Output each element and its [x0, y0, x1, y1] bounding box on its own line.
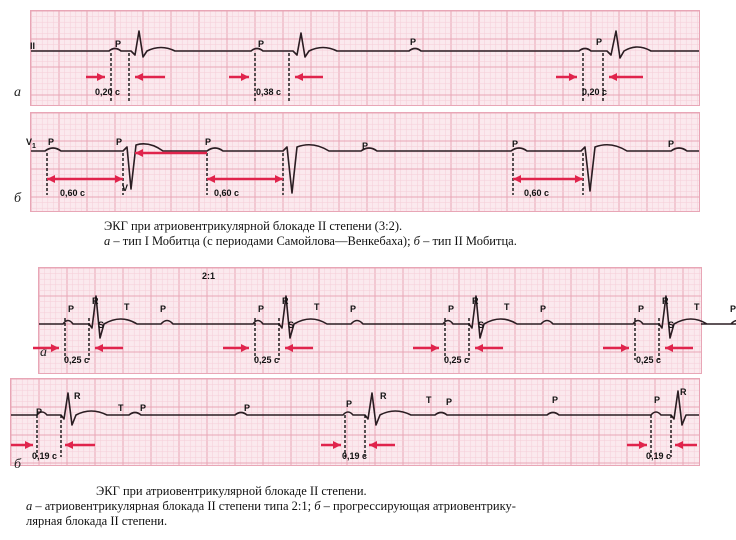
wave-label-t: T — [314, 302, 320, 312]
wave-label-t: T — [118, 403, 124, 413]
wave-label-p: P — [448, 304, 455, 314]
arrow-head — [333, 441, 341, 449]
arrow-head — [431, 344, 439, 352]
wave-label-p: P — [258, 304, 265, 314]
ratio-label: 2:1 — [202, 271, 216, 281]
wave-label-r: R — [92, 296, 99, 306]
arrow-head — [241, 73, 249, 81]
ecg-grid — [39, 268, 701, 373]
wave-label-r: R — [680, 387, 687, 397]
wave-label-p: P — [668, 139, 675, 149]
interval-label: 0,25 с — [254, 355, 280, 365]
arrow-head — [513, 175, 521, 183]
caption-title: ЭКГ при атриовентрикулярной блокаде II степени. — [96, 484, 367, 498]
caption-line: а – атриовентрикулярная блокада II степени типа 2:1; б – прогрессирующая атриовентрику- — [26, 499, 516, 513]
interval-label: 0,19 с — [32, 451, 58, 461]
interval-label: 0,60 с — [524, 188, 550, 198]
ecg-waveform — [39, 296, 736, 338]
wave-label-r: R — [380, 391, 387, 401]
caption-title: ЭКГ при атриовентрикулярной блокаде II степени (3:2). — [104, 219, 403, 233]
arrow-head — [135, 73, 143, 81]
interval-label: 0,38 с — [256, 87, 282, 97]
interval-label: 0,25 с — [636, 355, 662, 365]
wave-label-p: P — [654, 395, 661, 405]
wave-label-p: P — [160, 304, 167, 314]
wave-label-s: S — [478, 320, 485, 330]
wave-label-t: T — [426, 395, 432, 405]
ecg-trace-2a — [39, 268, 701, 373]
wave-label-p: P — [410, 37, 417, 47]
arrow-head — [275, 175, 283, 183]
wave-label-p: P — [350, 304, 357, 314]
wave-label-r: R — [74, 391, 81, 401]
wave-label-p: P — [552, 395, 559, 405]
wave-label-t: T — [124, 302, 130, 312]
lead-label-v1: $V_1$ — [26, 137, 36, 150]
arrow-head — [295, 73, 303, 81]
wave-label-p: P — [116, 137, 123, 147]
row-letter-b: б — [14, 191, 22, 206]
interval-label: 0,20 с — [582, 87, 608, 97]
wave-label-p: P — [68, 304, 75, 314]
arrow-head — [639, 441, 647, 449]
ecg-grid — [31, 113, 699, 211]
ecg-strip-b — [30, 112, 700, 212]
figure2-caption — [26, 484, 716, 529]
arrow-head — [675, 441, 683, 449]
wave-label-p: P — [244, 403, 251, 413]
interval-label: 0,19 с — [646, 451, 672, 461]
wave-label-r: R — [662, 296, 669, 306]
wave-label-p: P — [115, 39, 122, 49]
arrow-head — [95, 344, 103, 352]
arrow-head — [65, 441, 73, 449]
wave-label-r: R — [472, 296, 479, 306]
figure1-caption — [104, 219, 517, 249]
arrow-head — [609, 73, 617, 81]
wave-label-p: P — [140, 403, 147, 413]
ecg-strip-2a — [38, 267, 702, 374]
interval-label: 0,25 с — [64, 355, 90, 365]
wave-label-p: P — [596, 37, 603, 47]
ecg-waveform — [11, 391, 699, 425]
arrow-head — [207, 175, 215, 183]
wave-label-p: P — [512, 139, 519, 149]
wave-label-v: V — [122, 183, 129, 193]
wave-label-r: R — [282, 296, 289, 306]
wave-label-p: P — [638, 304, 645, 314]
interval-label: 0,25 с — [444, 355, 470, 365]
arrow-head — [241, 344, 249, 352]
arrow-head — [575, 175, 583, 183]
interval-label: 0,60 с — [214, 188, 240, 198]
row-letter-b: б — [14, 457, 22, 472]
interval-label: 0,60 с — [60, 188, 86, 198]
wave-label-t: T — [504, 302, 510, 312]
arrow-head — [369, 441, 377, 449]
wave-label-p: P — [730, 304, 736, 314]
wave-label-s: S — [98, 320, 105, 330]
wave-label-p: P — [346, 399, 353, 409]
caption-line: а – тип I Мобитца (с периодами Самойлова—Венкебаха); б – тип II Мобитца. — [104, 234, 517, 248]
arrow-head — [51, 344, 59, 352]
wave-label-p: P — [362, 141, 369, 151]
arrow-head — [569, 73, 577, 81]
arrow-head — [115, 175, 123, 183]
arrow-head — [47, 175, 55, 183]
wave-label-p: P — [205, 137, 212, 147]
wave-label-t: T — [694, 302, 700, 312]
row-letter-a: а — [40, 345, 47, 360]
arrow-head — [621, 344, 629, 352]
arrow-head — [25, 441, 33, 449]
arrow-head — [285, 344, 293, 352]
row-letter-a: а — [14, 85, 21, 100]
wave-label-p: P — [36, 407, 43, 417]
wave-label-s: S — [288, 320, 295, 330]
arrow-head — [475, 344, 483, 352]
wave-label-s: S — [668, 320, 675, 330]
wave-label-p: P — [540, 304, 547, 314]
ecg-trace-b — [31, 113, 699, 211]
lead-label-ii: II — [30, 41, 36, 51]
wave-label-p: P — [446, 397, 453, 407]
interval-label: 0,19 с — [342, 451, 368, 461]
interval-label: 0,20 с — [95, 87, 121, 97]
wave-label-p: P — [48, 137, 55, 147]
caption-line: лярная блокада II степени. — [26, 514, 168, 528]
wave-label-p: P — [258, 39, 265, 49]
